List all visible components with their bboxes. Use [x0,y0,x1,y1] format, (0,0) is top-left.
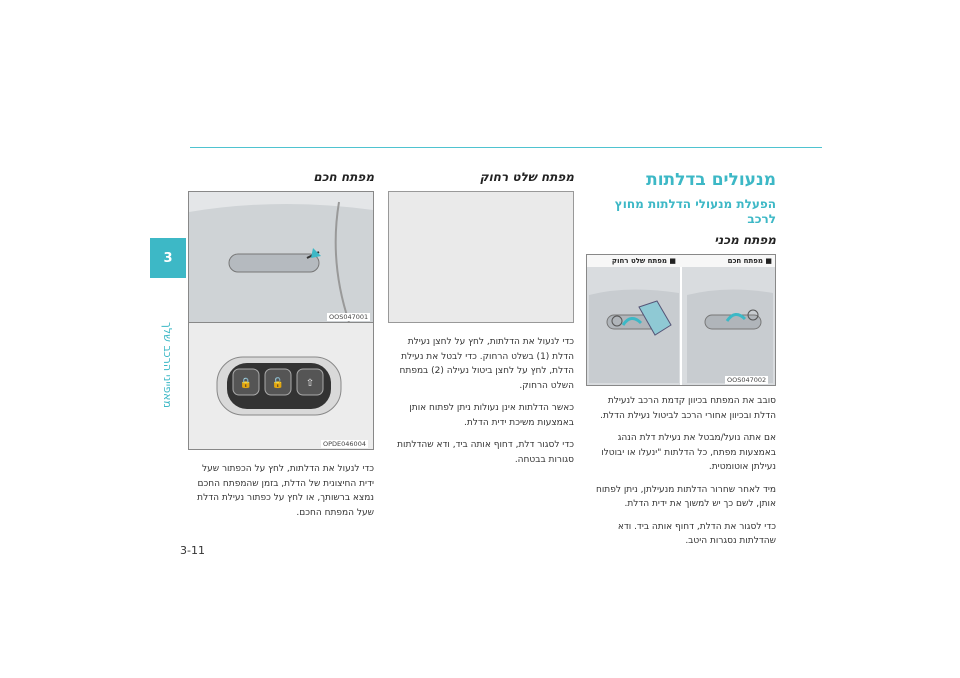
figure-label-remote-key: ■ מפתח שלט רחוק [611,257,676,265]
figure-label-smart-key: ■ מפתח חכם [727,257,772,265]
svg-text:⇧: ⇧ [305,378,315,389]
paragraph: כדי לסגור את הדלת, דחוף אותה ביד. ודא שהדלתות נסגרות היטב. [617,521,776,546]
right-column [586,170,776,557]
section-title-mechanical-key: מפתח מכני [714,233,776,247]
door-lock-figure [586,254,776,386]
svg-text:🔒: 🔒 [239,378,253,389]
page-number: 3-11 [180,544,205,557]
smart-key-figure [188,323,374,450]
paragraph: סובב את המפתח בכיוון קדמת הרכב לנעילת הדלת ובכיוון אחורי הרכב לביטול נעילת הדלת. [600,396,776,421]
chapter-number-tab: 3 [150,238,186,278]
section-title-smart-key: מפתח חכם [313,170,374,184]
paragraph: אם אתה נועל/מבטל את נעילת דלת הנהג באמצעות מפתח, כל הדלתות "ינעלו או יבוטלו נעילתן אוטומטית. [601,433,776,472]
car-door-handle-illustration [189,192,373,322]
section-title-remote-key: מפתח שלט רחוק [479,170,574,184]
blank-figure [388,191,574,323]
sub-heading: הפעלת מנעולי הדלתות מחוץ לרכב [614,197,776,226]
paragraph: כדי לנעול את הדלתות, לחץ על לחצן נעילת הדלת (1) בשלט הרחוק. כדי לבטל את נעילת הדלת, לחץ על לחצן ביטול נעילה (2) במפתח השלט הרחוק. [399,337,574,391]
paragraph: כדי לסגור דלת, דחוף אותה ביד, ודא שהדלתות סגורות בבטחה. [397,440,574,465]
paragraph: כדי לנעול את הדלתות, לחץ על הכפתור שעל ידית החיצונית של הדלת, בזמן שהמפתח החכם נמצא ברשותך, או לחץ על כפתור נעילת הדלת שעל המפתח החכם. [197,464,374,518]
figure-code: OOS047002 [727,376,767,384]
door-handle-illustration [587,255,775,385]
svg-text:🔓: 🔓 [271,378,285,389]
figure-code-bottom: OPDE046004 [323,440,366,448]
figure-code-top: OOS047001 [329,313,369,321]
left-column [190,170,374,528]
main-title: מנעולים בדלתות [646,170,776,190]
middle-column [386,170,574,475]
paragraph: כאשר הדלתות אינן נעולות ניתן לפתוח אותן באמצעות משיכת ידית הדלת. [409,403,574,428]
chapter-title: מאפייני הרכב שלך [161,322,174,408]
paragraph: מיד לאחר שחרור הדלתות מנעילתן, ניתן לפתוח אותן, לשם כך יש למשוך את ידית הדלת. [595,484,776,509]
door-handle-figure [188,191,374,323]
smart-key-illustration [189,323,373,449]
top-rule [190,147,822,148]
